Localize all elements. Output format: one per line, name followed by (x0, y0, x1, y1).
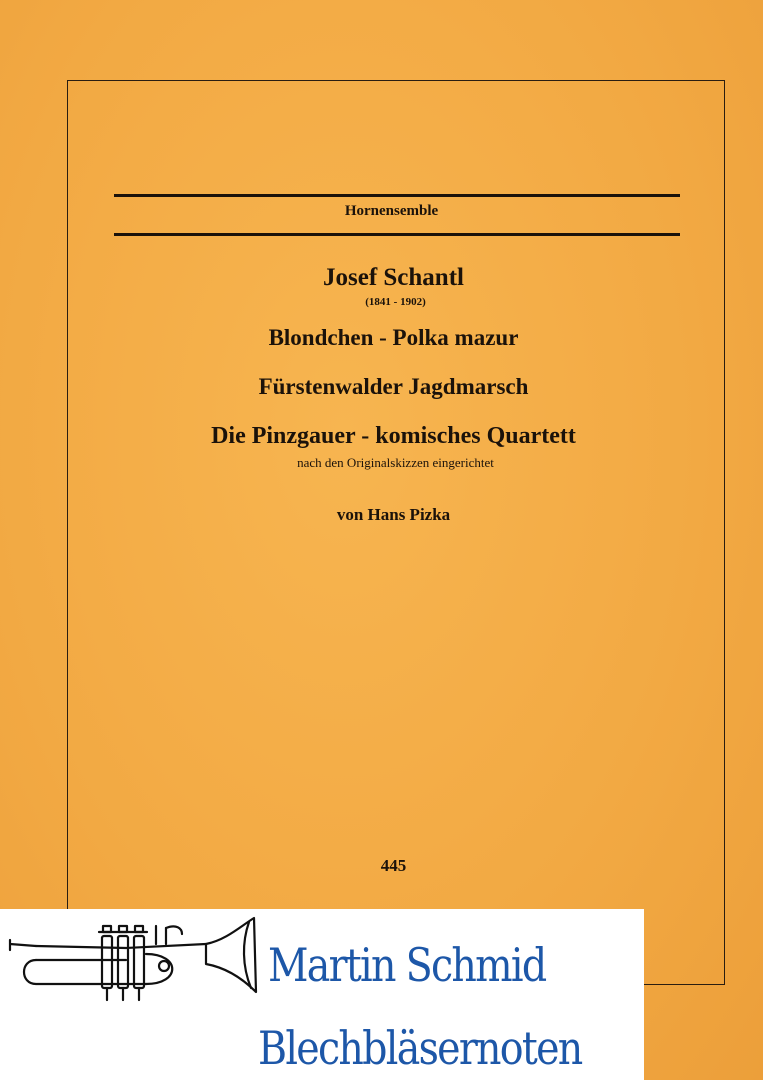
arranger: von Hans Pizka (336, 505, 451, 524)
trumpet-icon (6, 914, 261, 1024)
composer-name: Josef Schantl (323, 264, 464, 291)
title-1: Blondchen - Polka mazur (268, 325, 519, 350)
brand-name-line1: Martin Schmid (268, 938, 546, 992)
composer-dates: (1841 - 1902) (365, 296, 426, 308)
title-2: Fürstenwalder Jagdmarsch (258, 374, 529, 399)
subtitle: nach den Originalskizzen eingerichtet (297, 455, 494, 470)
title-3: Die Pinzgauer - komisches Quartett (211, 423, 576, 449)
brand-name-line2: Blechbläsernoten (258, 1021, 582, 1075)
top-rule (114, 194, 680, 197)
category-label: Hornensemble (344, 203, 439, 219)
catalog-number: 445 (380, 856, 407, 875)
bottom-rule (114, 233, 680, 236)
